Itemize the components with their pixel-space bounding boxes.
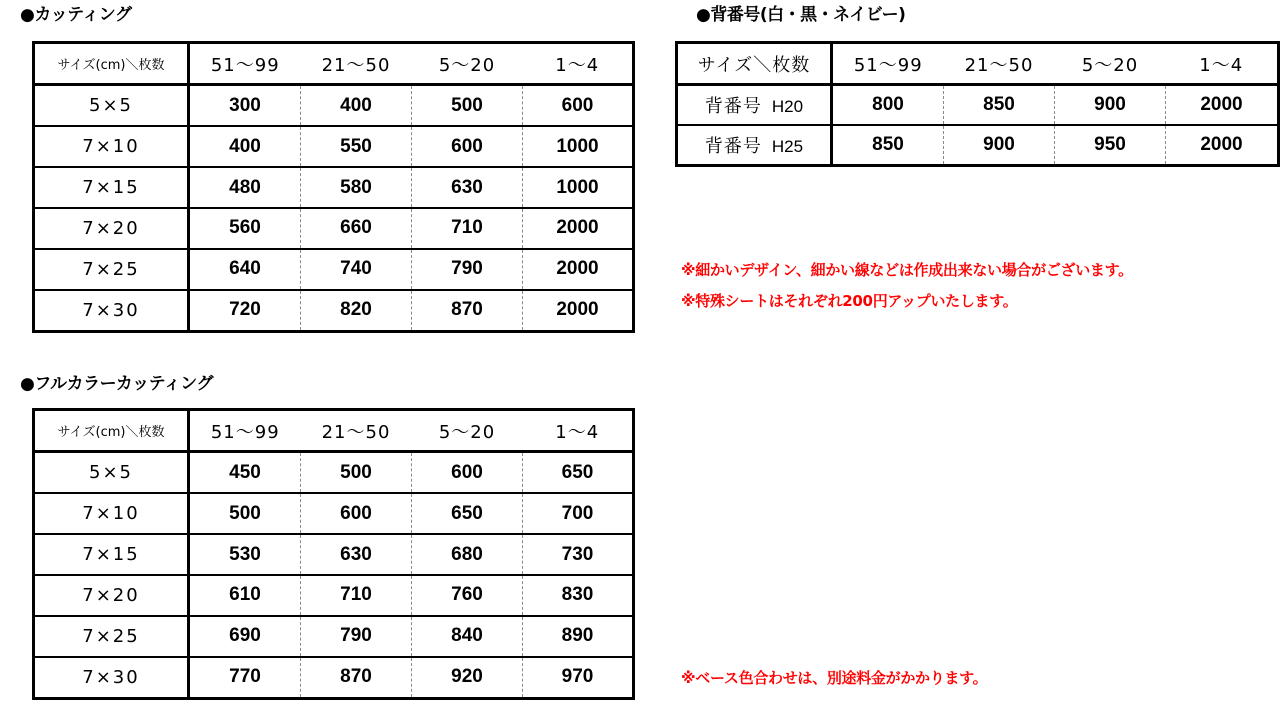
price-cell: 850 [832, 125, 944, 166]
header-qty-5-20: 5～20 [412, 410, 523, 452]
table-row [677, 125, 1279, 166]
fullcolor-price-table [32, 408, 635, 700]
sebango-label: 背番号 [704, 96, 762, 117]
table-row [34, 290, 634, 332]
price-cell: 870 [412, 290, 523, 332]
table-header-row [677, 43, 1279, 85]
size-cell: 7×15 [34, 534, 189, 575]
size-cell: 7×10 [34, 493, 189, 534]
header-qty-21-50: 21～50 [944, 43, 1055, 85]
header-qty-51-99: 51～99 [189, 410, 301, 452]
header-qty-51-99: 51～99 [832, 43, 944, 85]
price-cell: 600 [412, 452, 523, 494]
price-cell: 920 [412, 657, 523, 699]
price-cell: 740 [301, 249, 412, 290]
header-qty-21-50: 21～50 [301, 43, 412, 85]
price-cell: 650 [412, 493, 523, 534]
size-cell: 5×5 [34, 452, 189, 494]
price-cell: 600 [301, 493, 412, 534]
table-row [34, 616, 634, 657]
price-cell: 690 [189, 616, 301, 657]
table-row [34, 534, 634, 575]
size-cell: 7×30 [34, 290, 189, 332]
table-row [34, 657, 634, 699]
header-qty-21-50: 21～50 [301, 410, 412, 452]
table-row [34, 249, 634, 290]
size-cell: 7×15 [34, 167, 189, 208]
price-cell: 600 [412, 126, 523, 167]
table-header-row [34, 43, 634, 85]
price-cell: 400 [189, 126, 301, 167]
header-qty-1-4: 1～4 [1166, 43, 1279, 85]
price-cell: 610 [189, 575, 301, 616]
price-cell: 640 [189, 249, 301, 290]
sebango-size: H25 [771, 137, 804, 156]
cutting-title: ●カッティング [20, 5, 132, 25]
table-row [34, 493, 634, 534]
header-corner-cell: サイズ＼枚数 [677, 43, 832, 85]
price-cell: 2000 [523, 290, 634, 332]
header-qty-5-20: 5～20 [412, 43, 523, 85]
header-corner-cell: サイズ(cm)＼枚数 [34, 410, 189, 452]
size-cell: 7×25 [34, 616, 189, 657]
price-cell: 710 [301, 575, 412, 616]
note-special-sheet: ※特殊シートはそれぞれ200円アップいたします。 [681, 292, 1018, 310]
table-header-row [34, 410, 634, 452]
header-qty-1-4: 1～4 [523, 43, 634, 85]
size-cell: 7×30 [34, 657, 189, 699]
sebango-title: ●背番号(白・黒・ネイビー) [696, 5, 906, 25]
table-row [34, 575, 634, 616]
sebango-label: 背番号 [704, 136, 762, 157]
size-cell: 7×10 [34, 126, 189, 167]
note-base-color: ※ベース色合わせは、別途料金がかかります。 [681, 669, 988, 687]
header-qty-51-99: 51～99 [189, 43, 301, 85]
price-cell: 770 [189, 657, 301, 699]
table-row [34, 208, 634, 249]
note-fine-design: ※細かいデザイン、細かい線などは作成出来ない場合がございます。 [681, 261, 1133, 279]
price-cell: 400 [301, 85, 412, 127]
header-qty-5-20: 5～20 [1055, 43, 1166, 85]
price-cell: 650 [523, 452, 634, 494]
price-cell: 850 [944, 85, 1055, 126]
size-cell: 5×5 [34, 85, 189, 127]
price-cell: 550 [301, 126, 412, 167]
table-row [34, 452, 634, 494]
price-cell: 530 [189, 534, 301, 575]
price-cell: 970 [523, 657, 634, 699]
table-row [34, 126, 634, 167]
size-cell: 7×25 [34, 249, 189, 290]
price-cell: 790 [301, 616, 412, 657]
header-corner-cell: サイズ(cm)＼枚数 [34, 43, 189, 85]
price-cell: 730 [523, 534, 634, 575]
price-cell: 820 [301, 290, 412, 332]
price-cell: 680 [412, 534, 523, 575]
size-cell: 7×20 [34, 575, 189, 616]
price-cell: 560 [189, 208, 301, 249]
price-cell: 600 [523, 85, 634, 127]
table-row [677, 85, 1279, 126]
header-qty-1-4: 1～4 [523, 410, 634, 452]
size-cell [677, 125, 832, 166]
price-cell: 2000 [1166, 125, 1279, 166]
price-cell: 900 [944, 125, 1055, 166]
price-cell: 870 [301, 657, 412, 699]
price-cell: 900 [1055, 85, 1166, 126]
price-cell: 660 [301, 208, 412, 249]
price-cell: 790 [412, 249, 523, 290]
price-cell: 830 [523, 575, 634, 616]
price-cell: 500 [412, 85, 523, 127]
price-cell: 840 [412, 616, 523, 657]
price-cell: 720 [189, 290, 301, 332]
price-cell: 1000 [523, 126, 634, 167]
table-row [34, 85, 634, 127]
price-cell: 2000 [523, 249, 634, 290]
price-cell: 450 [189, 452, 301, 494]
price-cell: 760 [412, 575, 523, 616]
price-cell: 890 [523, 616, 634, 657]
price-cell: 500 [301, 452, 412, 494]
price-cell: 950 [1055, 125, 1166, 166]
table-row [34, 167, 634, 208]
fullcolor-title: ●フルカラーカッティング [20, 374, 213, 394]
price-cell: 500 [189, 493, 301, 534]
price-cell: 630 [412, 167, 523, 208]
price-cell: 800 [832, 85, 944, 126]
cutting-price-table [32, 41, 635, 333]
size-cell: 7×20 [34, 208, 189, 249]
price-cell: 2000 [523, 208, 634, 249]
price-cell: 480 [189, 167, 301, 208]
price-cell: 2000 [1166, 85, 1279, 126]
price-cell: 580 [301, 167, 412, 208]
size-cell [677, 85, 832, 126]
sebango-size: H20 [771, 97, 804, 116]
price-cell: 710 [412, 208, 523, 249]
price-cell: 700 [523, 493, 634, 534]
price-cell: 1000 [523, 167, 634, 208]
price-cell: 300 [189, 85, 301, 127]
sebango-price-table [675, 41, 1280, 167]
price-cell: 630 [301, 534, 412, 575]
